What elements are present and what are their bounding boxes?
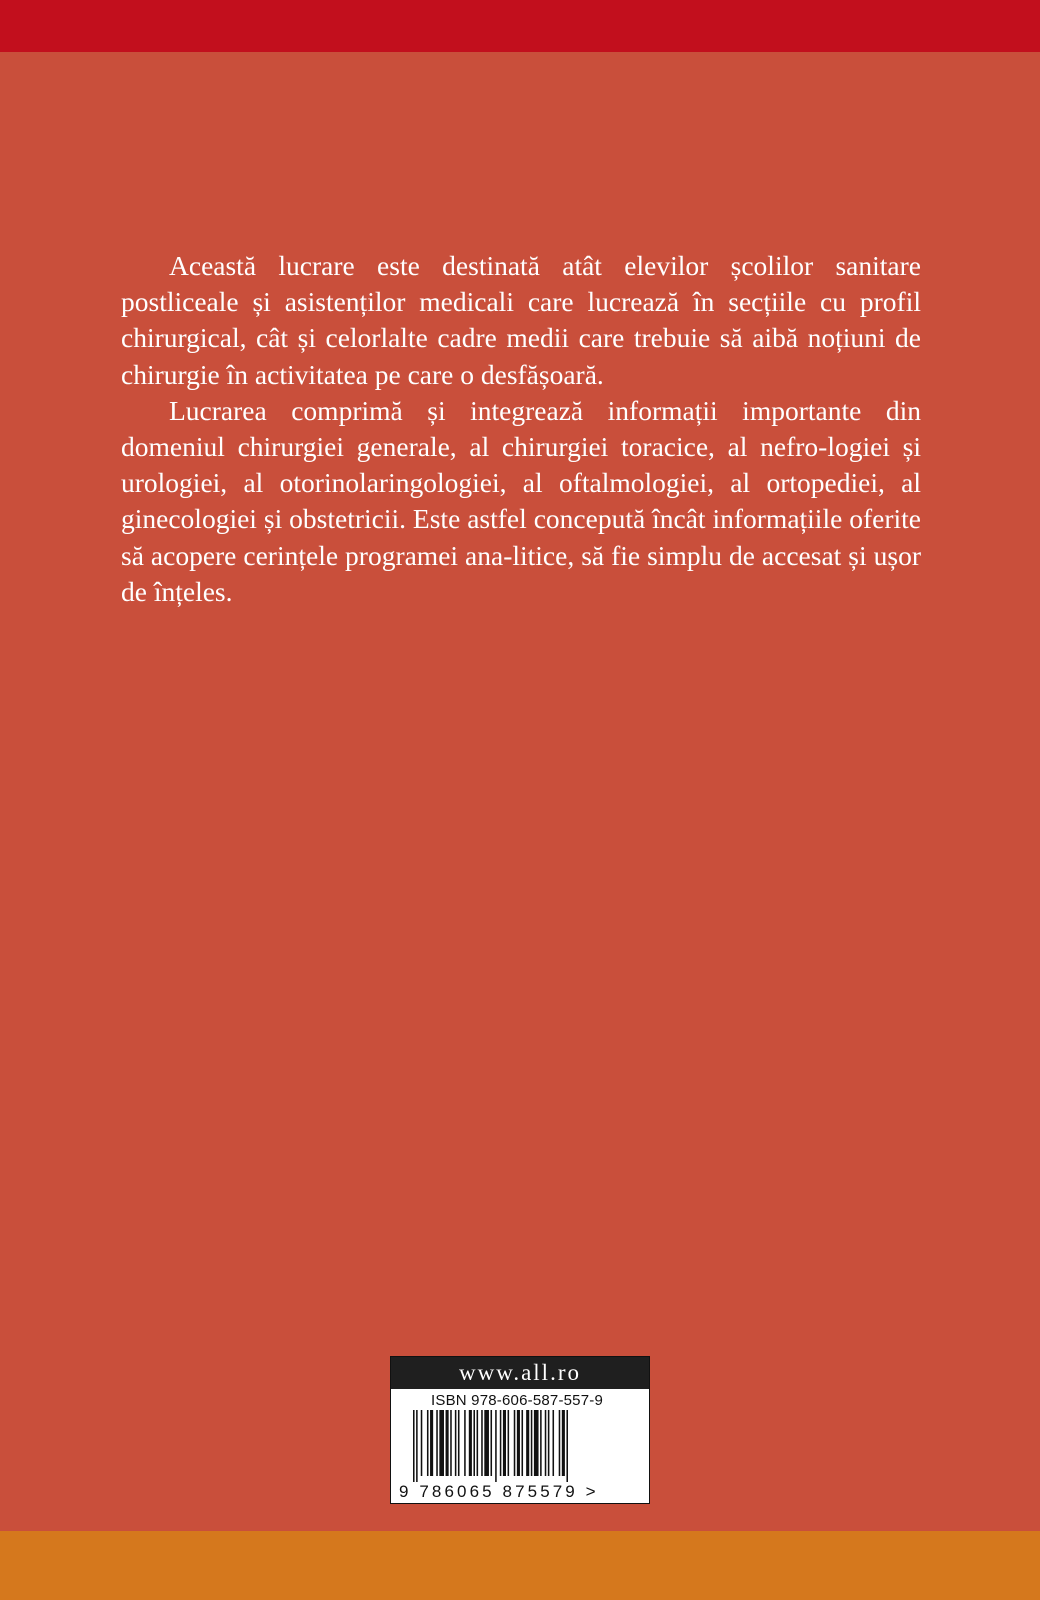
barcode-digits: 9 786065 875579 >	[399, 1482, 599, 1501]
blurb-paragraph-2: Lucrarea comprimă și integrează informații importante din domeniul chirurgiei generale, al chirurgiei toracice, al nefro-logiei și urologiei, al otorinolaringologiei, al oftalmologiei, al ortopediei, al ginecologiei și obstetricii. Este astfel concepută încât informațiile oferite să acopere cerințele programei ana-litice, să fie simplu de accesat și ușor de înțeles.	[121, 394, 921, 607]
publisher-website: www.all.ro	[391, 1357, 649, 1389]
blurb-paragraph-1: Această lucrare este destinată atât elevilor școlilor sanitare postliceale și asistenților medicali care lucrează în secțiile cu profil chirurgical, cât și celorlalte cadre medii care trebuie să aibă noțiuni de chirurgie în activitatea pe care o desfășoară.	[121, 250, 921, 390]
bottom-color-band	[0, 1531, 1040, 1600]
top-color-band	[0, 0, 1040, 52]
back-cover-blurb	[121, 248, 921, 610]
barcode-bars	[413, 1410, 628, 1482]
barcode-block	[390, 1356, 650, 1504]
isbn-label: ISBN 978-606-587-557-9	[431, 1392, 604, 1409]
